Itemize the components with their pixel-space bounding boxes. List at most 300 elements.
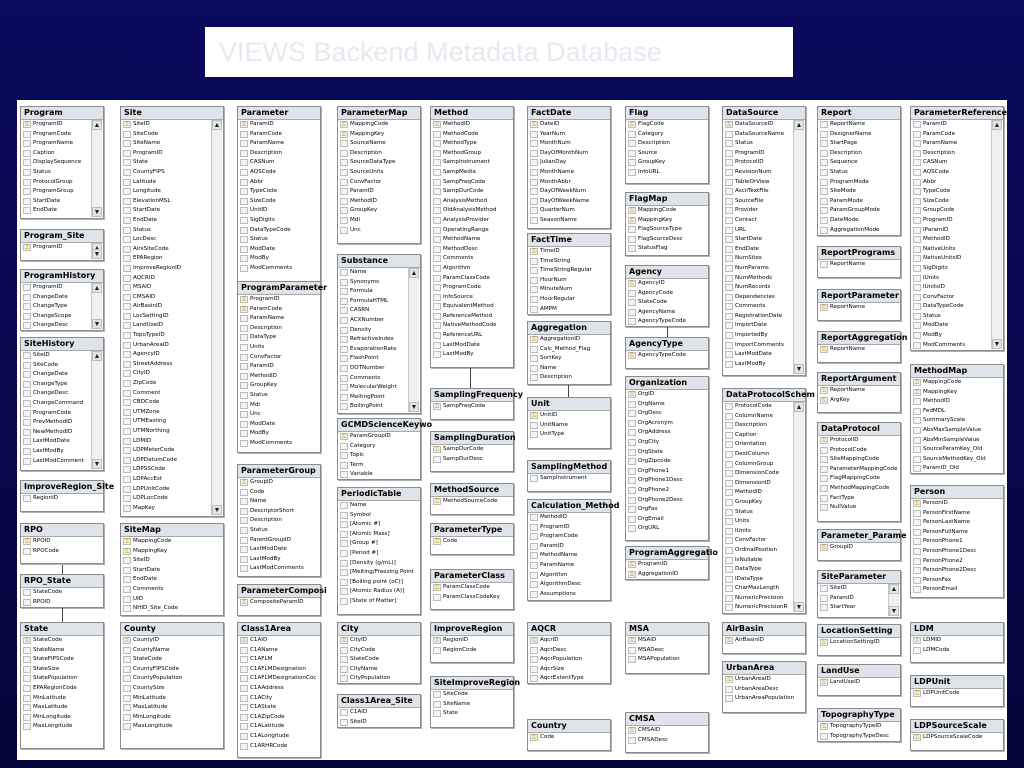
column-row[interactable]	[338, 278, 408, 288]
column-row[interactable]	[238, 420, 320, 430]
column-row[interactable]	[21, 457, 91, 467]
table-parametergroup[interactable]	[237, 464, 321, 577]
column-row[interactable]	[528, 197, 610, 207]
column-row[interactable]	[911, 264, 991, 274]
column-row[interactable]	[911, 226, 991, 236]
column-row[interactable]	[121, 120, 211, 130]
column-row[interactable]	[911, 499, 1003, 509]
column-row[interactable]	[626, 235, 708, 245]
column-row[interactable]	[723, 636, 805, 646]
column-row[interactable]	[528, 655, 610, 665]
column-row[interactable]	[21, 283, 91, 293]
table-parameterclass[interactable]	[430, 569, 514, 610]
column-row[interactable]	[21, 418, 91, 428]
column-row[interactable]	[818, 594, 888, 604]
table-programparameter[interactable]	[237, 281, 328, 453]
scroll-up-icon[interactable]: ▲	[213, 122, 221, 129]
column-row[interactable]	[723, 302, 793, 312]
column-row[interactable]	[121, 427, 211, 437]
column-row[interactable]	[121, 283, 211, 293]
scroll-down-icon[interactable]: ▼	[213, 507, 221, 514]
column-row[interactable]	[21, 713, 103, 723]
table-parametermap[interactable]	[337, 106, 421, 244]
column-row[interactable]	[21, 197, 91, 207]
column-row[interactable]	[121, 636, 223, 646]
scroll-up-icon[interactable]: ▲	[93, 353, 101, 360]
column-row[interactable]	[121, 341, 211, 351]
column-row[interactable]	[21, 399, 91, 409]
column-row[interactable]	[338, 383, 408, 393]
column-row[interactable]	[528, 665, 610, 675]
scroll-down-icon[interactable]: ▼	[890, 608, 898, 615]
column-row[interactable]	[21, 312, 91, 322]
column-row[interactable]	[723, 508, 793, 518]
column-row[interactable]	[723, 341, 793, 351]
table-flag[interactable]	[625, 106, 709, 184]
column-row[interactable]	[238, 410, 320, 420]
column-row[interactable]	[338, 364, 408, 374]
column-row[interactable]	[121, 604, 223, 614]
column-row[interactable]	[626, 139, 708, 149]
column-row[interactable]	[121, 168, 211, 178]
column-row[interactable]	[528, 636, 610, 646]
column-row[interactable]	[911, 178, 991, 188]
column-row[interactable]	[528, 178, 610, 188]
column-row[interactable]	[121, 331, 211, 341]
column-row[interactable]	[723, 517, 793, 527]
column-row[interactable]	[626, 476, 708, 486]
column-row[interactable]	[338, 297, 408, 307]
column-row[interactable]	[431, 226, 513, 236]
column-row[interactable]	[121, 360, 211, 370]
column-row[interactable]	[121, 703, 223, 713]
column-row[interactable]	[911, 537, 1003, 547]
column-row[interactable]	[818, 465, 900, 475]
column-row[interactable]	[121, 585, 223, 595]
table-programaggregatio[interactable]	[625, 546, 718, 580]
column-row[interactable]	[911, 509, 1003, 519]
table-ldpunit[interactable]	[910, 675, 1004, 707]
column-row[interactable]	[911, 302, 991, 312]
column-row[interactable]	[338, 568, 420, 578]
column-row[interactable]	[238, 391, 320, 401]
column-row[interactable]	[238, 305, 320, 315]
column-row[interactable]	[911, 120, 991, 130]
column-row[interactable]	[528, 158, 610, 168]
column-row[interactable]	[431, 537, 513, 547]
column-row[interactable]	[238, 429, 320, 439]
column-row[interactable]	[723, 274, 793, 284]
column-row[interactable]	[121, 575, 223, 585]
column-row[interactable]	[911, 464, 1003, 474]
column-row[interactable]	[911, 245, 991, 255]
column-row[interactable]	[121, 130, 211, 140]
column-row[interactable]	[528, 364, 610, 374]
column-row[interactable]	[723, 139, 793, 149]
column-row[interactable]	[911, 547, 1003, 557]
column-row[interactable]	[723, 694, 805, 704]
column-row[interactable]	[338, 402, 408, 412]
scroll-up-icon[interactable]: ▲	[890, 586, 898, 593]
column-row[interactable]	[338, 197, 420, 207]
column-row[interactable]	[338, 674, 420, 684]
column-row[interactable]	[723, 197, 793, 207]
table-reportaggregation[interactable]	[817, 331, 908, 363]
column-row[interactable]	[121, 465, 211, 475]
column-row[interactable]	[121, 216, 211, 226]
column-row[interactable]	[626, 206, 708, 216]
column-row[interactable]	[818, 543, 900, 553]
column-row[interactable]	[121, 694, 223, 704]
column-row[interactable]	[431, 593, 513, 603]
column-row[interactable]	[626, 158, 708, 168]
column-row[interactable]	[528, 411, 610, 421]
column-row[interactable]	[528, 247, 610, 257]
column-row[interactable]	[338, 354, 408, 364]
column-row[interactable]	[238, 665, 320, 675]
column-row[interactable]	[121, 158, 211, 168]
column-row[interactable]	[818, 386, 900, 396]
column-row[interactable]	[238, 636, 320, 646]
table-samplingmethod[interactable]	[527, 460, 611, 492]
table-report[interactable]	[817, 106, 901, 236]
scrollbar[interactable]	[91, 283, 102, 329]
table-dataprotocolschem[interactable]	[722, 388, 815, 614]
column-row[interactable]	[528, 149, 610, 159]
column-row[interactable]	[431, 312, 513, 322]
column-row[interactable]	[238, 216, 320, 226]
column-row[interactable]	[238, 264, 320, 274]
column-row[interactable]	[238, 187, 320, 197]
column-row[interactable]	[431, 583, 513, 593]
column-row[interactable]	[723, 450, 793, 460]
column-row[interactable]	[338, 530, 420, 540]
column-row[interactable]	[723, 158, 793, 168]
column-row[interactable]	[238, 235, 320, 245]
column-row[interactable]	[431, 331, 513, 341]
column-row[interactable]	[238, 439, 320, 449]
column-row[interactable]	[338, 597, 420, 607]
column-row[interactable]	[338, 393, 408, 403]
column-row[interactable]	[528, 285, 610, 295]
column-row[interactable]	[338, 120, 420, 130]
column-row[interactable]	[723, 264, 793, 274]
column-row[interactable]	[528, 266, 610, 276]
column-row[interactable]	[21, 684, 103, 694]
column-row[interactable]	[818, 120, 900, 130]
column-row[interactable]	[818, 484, 900, 494]
column-row[interactable]	[338, 130, 420, 140]
column-row[interactable]	[121, 139, 211, 149]
column-row[interactable]	[818, 446, 900, 456]
column-row[interactable]	[238, 343, 320, 353]
column-row[interactable]	[911, 436, 1003, 446]
column-row[interactable]	[818, 603, 888, 613]
column-row[interactable]	[723, 312, 793, 322]
column-row[interactable]	[238, 684, 320, 694]
table-rpo[interactable]	[20, 523, 104, 564]
column-row[interactable]	[528, 373, 610, 383]
column-row[interactable]	[21, 168, 91, 178]
table-sitemap[interactable]	[120, 523, 224, 616]
column-row[interactable]	[338, 646, 420, 656]
column-row[interactable]	[338, 539, 420, 549]
column-row[interactable]	[911, 397, 1003, 407]
column-row[interactable]	[911, 187, 991, 197]
table-factdate[interactable]	[527, 106, 611, 229]
column-row[interactable]	[121, 504, 211, 514]
column-row[interactable]	[121, 485, 211, 495]
column-row[interactable]	[626, 419, 708, 429]
column-row[interactable]	[528, 513, 610, 523]
column-row[interactable]	[911, 312, 991, 322]
table-locationsetting[interactable]	[817, 624, 901, 656]
column-row[interactable]	[723, 421, 793, 431]
column-row[interactable]	[431, 636, 513, 646]
column-row[interactable]	[431, 130, 513, 140]
column-row[interactable]	[528, 674, 610, 684]
column-row[interactable]	[21, 120, 91, 130]
column-row[interactable]	[911, 283, 991, 293]
column-row[interactable]	[818, 436, 900, 446]
column-row[interactable]	[338, 335, 408, 345]
scroll-down-icon[interactable]: ▼	[93, 251, 101, 258]
column-row[interactable]	[21, 178, 91, 188]
column-row[interactable]	[121, 437, 211, 447]
column-row[interactable]	[431, 709, 513, 719]
column-row[interactable]	[121, 178, 211, 188]
column-row[interactable]	[238, 713, 320, 723]
column-row[interactable]	[431, 700, 513, 710]
column-row[interactable]	[626, 244, 708, 254]
column-row[interactable]	[911, 168, 991, 178]
column-row[interactable]	[723, 168, 793, 178]
column-row[interactable]	[238, 120, 320, 130]
column-row[interactable]	[21, 722, 103, 732]
column-row[interactable]	[723, 685, 805, 695]
column-row[interactable]	[338, 306, 408, 316]
column-row[interactable]	[121, 302, 211, 312]
column-row[interactable]	[431, 274, 513, 284]
column-row[interactable]	[121, 398, 211, 408]
column-row[interactable]	[238, 372, 320, 382]
column-row[interactable]	[338, 432, 420, 442]
table-reportparameter[interactable]	[817, 289, 901, 321]
scroll-up-icon[interactable]: ▲	[795, 122, 803, 129]
column-row[interactable]	[626, 646, 708, 656]
column-row[interactable]	[723, 178, 793, 188]
column-row[interactable]	[911, 528, 1003, 538]
table-urbanarea[interactable]	[722, 661, 806, 713]
column-row[interactable]	[723, 402, 793, 412]
column-row[interactable]	[626, 409, 708, 419]
column-row[interactable]	[338, 520, 420, 530]
column-row[interactable]	[238, 703, 320, 713]
column-row[interactable]	[723, 565, 793, 575]
column-row[interactable]	[626, 279, 708, 289]
column-row[interactable]	[818, 303, 900, 313]
column-row[interactable]	[626, 515, 708, 525]
column-row[interactable]	[338, 442, 420, 452]
column-row[interactable]	[238, 381, 320, 391]
column-row[interactable]	[21, 149, 91, 159]
column-row[interactable]	[338, 326, 408, 336]
column-row[interactable]	[238, 497, 320, 507]
column-row[interactable]	[238, 646, 320, 656]
column-row[interactable]	[528, 335, 610, 345]
column-row[interactable]	[818, 494, 900, 504]
column-row[interactable]	[626, 130, 708, 140]
table-samplingfrequency[interactable]	[430, 388, 523, 420]
column-row[interactable]	[528, 542, 610, 552]
column-row[interactable]	[238, 314, 320, 324]
table-improveregion[interactable]	[430, 622, 514, 663]
scrollbar[interactable]	[991, 120, 1002, 349]
table-sitehistory[interactable]	[20, 337, 104, 471]
column-row[interactable]	[431, 445, 513, 455]
column-row[interactable]	[338, 665, 420, 675]
column-row[interactable]	[626, 448, 708, 458]
column-row[interactable]	[818, 260, 900, 270]
table-city[interactable]	[337, 622, 421, 684]
column-row[interactable]	[21, 302, 91, 312]
table-periodictable[interactable]	[337, 487, 421, 615]
column-row[interactable]	[723, 488, 793, 498]
column-row[interactable]	[818, 149, 900, 159]
column-row[interactable]	[911, 130, 991, 140]
column-row[interactable]	[431, 139, 513, 149]
table-ldm[interactable]	[910, 622, 1004, 663]
column-row[interactable]	[528, 646, 610, 656]
column-row[interactable]	[121, 475, 211, 485]
table-programhistory[interactable]	[20, 269, 104, 331]
column-row[interactable]	[238, 488, 320, 498]
column-row[interactable]	[723, 498, 793, 508]
column-row[interactable]	[723, 460, 793, 470]
column-row[interactable]	[723, 331, 793, 341]
column-row[interactable]	[626, 726, 708, 736]
column-row[interactable]	[431, 321, 513, 331]
column-row[interactable]	[911, 636, 1003, 646]
column-row[interactable]	[723, 120, 793, 130]
column-row[interactable]	[818, 206, 900, 216]
column-row[interactable]	[338, 501, 420, 511]
column-row[interactable]	[21, 321, 91, 331]
table-airbasin[interactable]	[722, 622, 806, 654]
column-row[interactable]	[238, 333, 320, 343]
column-row[interactable]	[626, 655, 708, 665]
column-row[interactable]	[431, 235, 513, 245]
column-row[interactable]	[723, 226, 793, 236]
column-row[interactable]	[121, 417, 211, 427]
column-row[interactable]	[338, 178, 420, 188]
column-row[interactable]	[121, 674, 223, 684]
column-row[interactable]	[818, 187, 900, 197]
column-row[interactable]	[528, 295, 610, 305]
column-row[interactable]	[431, 197, 513, 207]
column-row[interactable]	[723, 130, 793, 140]
column-row[interactable]	[338, 206, 420, 216]
column-row[interactable]	[238, 722, 320, 732]
table-country[interactable]	[527, 719, 611, 751]
table-parameter-parame[interactable]	[817, 529, 907, 561]
column-row[interactable]	[21, 437, 91, 447]
column-row[interactable]	[121, 226, 211, 236]
column-row[interactable]	[528, 257, 610, 267]
column-row[interactable]	[626, 560, 708, 570]
column-row[interactable]	[818, 345, 900, 355]
column-row[interactable]	[238, 545, 320, 555]
column-row[interactable]	[21, 187, 91, 197]
column-row[interactable]	[238, 226, 320, 236]
column-row[interactable]	[238, 295, 320, 305]
table-parameterreference[interactable]	[910, 106, 1008, 351]
column-row[interactable]	[723, 575, 793, 585]
column-row[interactable]	[238, 158, 320, 168]
table-datasource[interactable]	[722, 106, 806, 376]
column-row[interactable]	[818, 678, 900, 688]
column-row[interactable]	[338, 345, 408, 355]
column-row[interactable]	[338, 655, 420, 665]
column-row[interactable]	[121, 456, 211, 466]
column-row[interactable]	[238, 130, 320, 140]
column-row[interactable]	[238, 178, 320, 188]
scroll-down-icon[interactable]: ▼	[795, 604, 803, 611]
column-row[interactable]	[431, 178, 513, 188]
column-row[interactable]	[21, 389, 91, 399]
column-row[interactable]	[338, 559, 420, 569]
column-row[interactable]	[723, 216, 793, 226]
column-row[interactable]	[121, 187, 211, 197]
column-row[interactable]	[338, 287, 408, 297]
column-row[interactable]	[338, 316, 408, 326]
column-row[interactable]	[238, 694, 320, 704]
column-row[interactable]	[121, 595, 223, 605]
column-row[interactable]	[723, 527, 793, 537]
table-methodsource[interactable]	[430, 483, 514, 515]
column-row[interactable]	[818, 158, 900, 168]
scroll-up-icon[interactable]: ▲	[93, 122, 101, 129]
column-row[interactable]	[121, 245, 211, 255]
column-row[interactable]	[338, 168, 420, 178]
column-row[interactable]	[21, 409, 91, 419]
column-row[interactable]	[238, 732, 320, 742]
column-row[interactable]	[238, 526, 320, 536]
scrollbar[interactable]	[211, 120, 222, 515]
column-row[interactable]	[818, 178, 900, 188]
column-row[interactable]	[723, 350, 793, 360]
column-row[interactable]	[338, 187, 420, 197]
column-row[interactable]	[338, 268, 408, 278]
column-row[interactable]	[238, 149, 320, 159]
column-row[interactable]	[911, 566, 1003, 576]
table-ldpsourcescale[interactable]	[910, 719, 1004, 751]
column-row[interactable]	[238, 168, 320, 178]
column-row[interactable]	[338, 470, 420, 480]
scroll-up-icon[interactable]: ▲	[993, 122, 1001, 129]
column-row[interactable]	[121, 556, 223, 566]
table-siteimproveregion[interactable]	[430, 676, 521, 728]
column-row[interactable]	[431, 206, 513, 216]
column-row[interactable]	[238, 655, 320, 665]
scroll-up-icon[interactable]: ▲	[93, 285, 101, 292]
column-row[interactable]	[528, 216, 610, 226]
column-row[interactable]	[338, 578, 420, 588]
scroll-down-icon[interactable]: ▼	[410, 404, 418, 411]
scroll-down-icon[interactable]: ▼	[93, 209, 101, 216]
column-row[interactable]	[723, 245, 793, 255]
table-state[interactable]	[20, 622, 104, 749]
